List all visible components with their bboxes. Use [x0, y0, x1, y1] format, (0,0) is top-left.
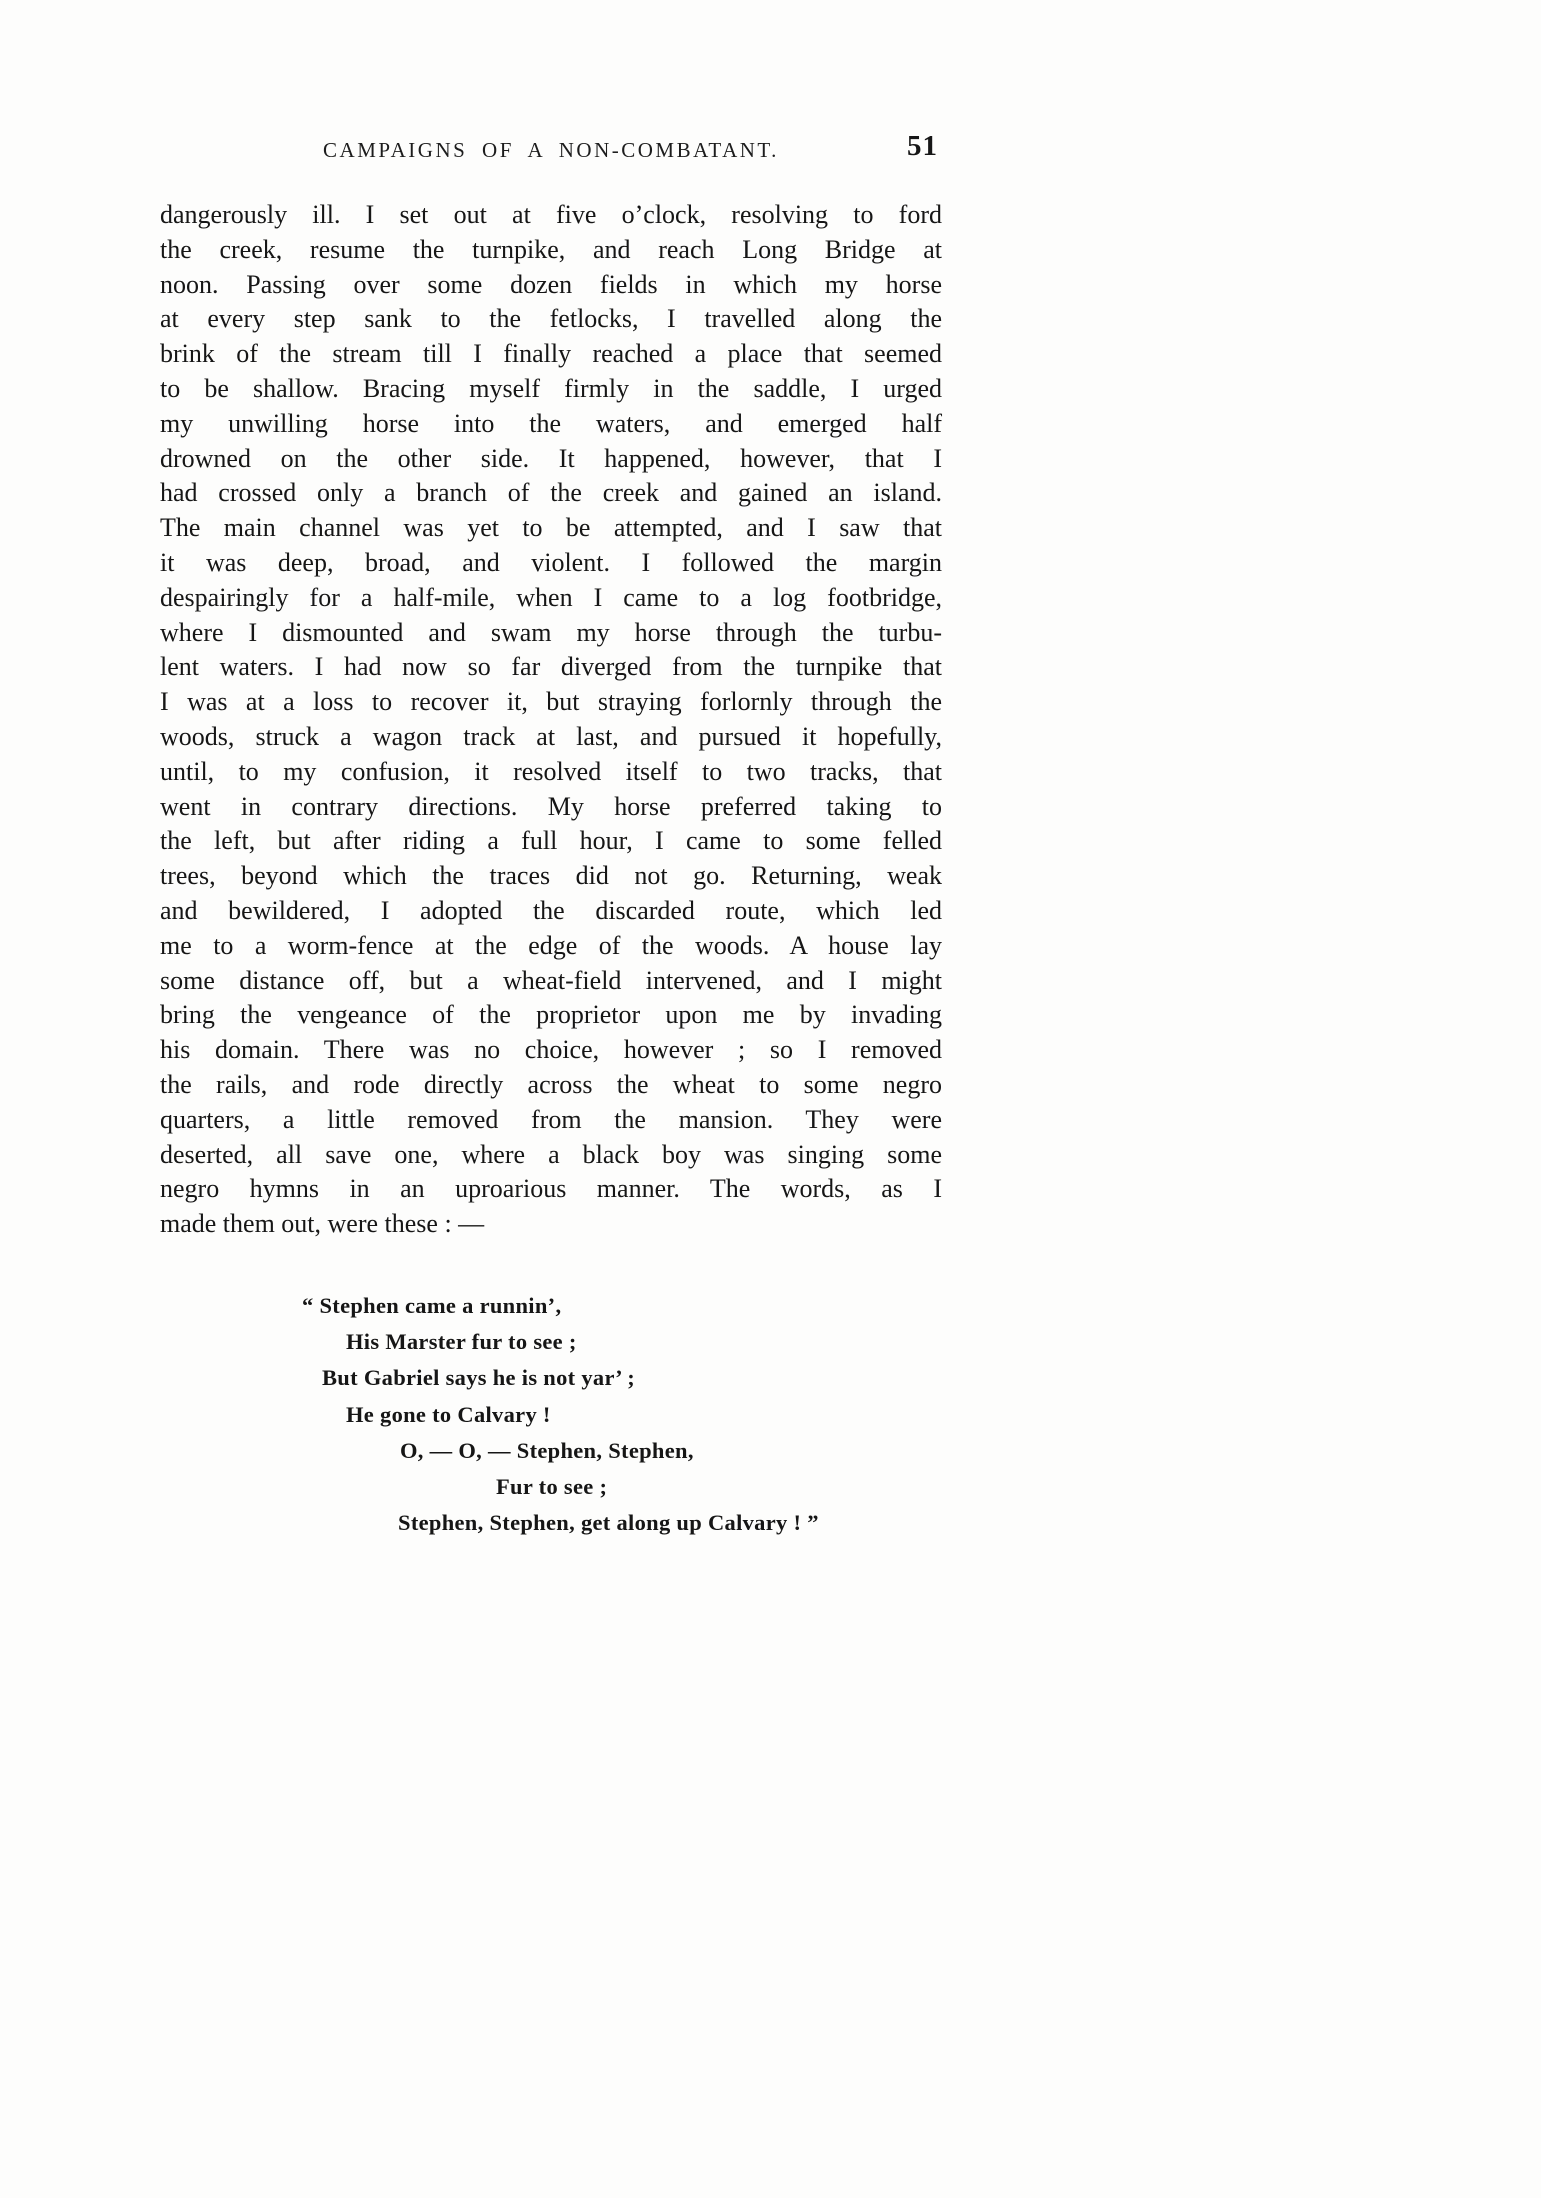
poem-line: O, — O, — Stephen, Stephen,: [400, 1437, 694, 1463]
poem-line: But Gabriel says he is not yar’ ;: [322, 1365, 636, 1391]
text-line: where I dismounted and swam my horse through the turbu-: [160, 617, 942, 647]
text-line: brink of the stream till I finally reached a place that seemed: [160, 339, 942, 369]
text-line: it was deep, broad, and violent. I followed the margin: [160, 547, 942, 577]
page-number: 51: [907, 130, 938, 162]
text-line: my unwilling horse into the waters, and emerged half: [160, 408, 942, 438]
text-line: despairingly for a half-mile, when I came to a log footbridge,: [160, 582, 942, 612]
text-line: to be shallow. Bracing myself firmly in the saddle, I urged: [160, 373, 942, 403]
poem-line: He gone to Calvary !: [346, 1401, 551, 1427]
text-line: woods, struck a wagon track at last, and pursued it hopefully,: [160, 721, 942, 751]
text-line: the rails, and rode directly across the wheat to some negro: [160, 1069, 942, 1099]
poem-line: “ Stephen came a runnin’,: [302, 1292, 562, 1318]
text-line: bring the vengeance of the proprietor upon me by invading: [160, 1000, 942, 1030]
text-line: The main channel was yet to be attempted, and I saw that: [160, 513, 942, 543]
text-line: some distance off, but a wheat-field intervened, and I might: [160, 965, 942, 995]
text-line: and bewildered, I adopted the discarded route, which led: [160, 895, 942, 925]
text-line: lent waters. I had now so far diverged from the turnpike that: [160, 652, 942, 682]
text-line: the creek, resume the turnpike, and reach Long Bridge at: [160, 234, 942, 264]
text-line: went in contrary directions. My horse preferred taking to: [160, 791, 942, 821]
text-line: noon. Passing over some dozen fields in which my horse: [160, 269, 942, 299]
text-line: his domain. There was no choice, however ; so I removed: [160, 1035, 942, 1065]
text-line: had crossed only a branch of the creek and gained an island.: [160, 478, 942, 508]
poem: [160, 1288, 942, 1541]
poem-line: His Marster fur to see ;: [346, 1329, 577, 1355]
text-line: deserted, all save one, where a black boy was singing some: [160, 1139, 942, 1169]
text-line: drowned on the other side. It happened, however, that I: [160, 443, 942, 473]
text-line: I was at a loss to recover it, but straying forlornly through the: [160, 687, 942, 717]
text-line: at every step sank to the fetlocks, I travelled along the: [160, 304, 942, 334]
text-line: dangerously ill. I set out at five o’clock, resolving to ford: [160, 200, 942, 229]
text-line: me to a worm-fence at the edge of the woods. A house lay: [160, 930, 942, 960]
text-line: quarters, a little removed from the mansion. They were: [160, 1104, 942, 1134]
text-line: trees, beyond which the traces did not go. Returning, weak: [160, 861, 942, 891]
page-header: [160, 130, 942, 176]
text-column: [160, 130, 942, 1541]
running-title: CAMPAIGNS OF A NON-COMBATANT.: [323, 138, 779, 162]
text-line: until, to my confusion, it resolved itself to two tracks, that: [160, 756, 942, 786]
text-line: made them out, were these : —: [160, 1209, 485, 1239]
poem-line: Fur to see ;: [496, 1473, 608, 1499]
text-line: the left, but after riding a full hour, I came to some felled: [160, 826, 942, 856]
poem-line: Stephen, Stephen, get along up Calvary ! ”: [398, 1510, 819, 1536]
text-line: negro hymns in an uproarious manner. The words, as I: [160, 1174, 942, 1204]
paragraph: [160, 198, 942, 1242]
